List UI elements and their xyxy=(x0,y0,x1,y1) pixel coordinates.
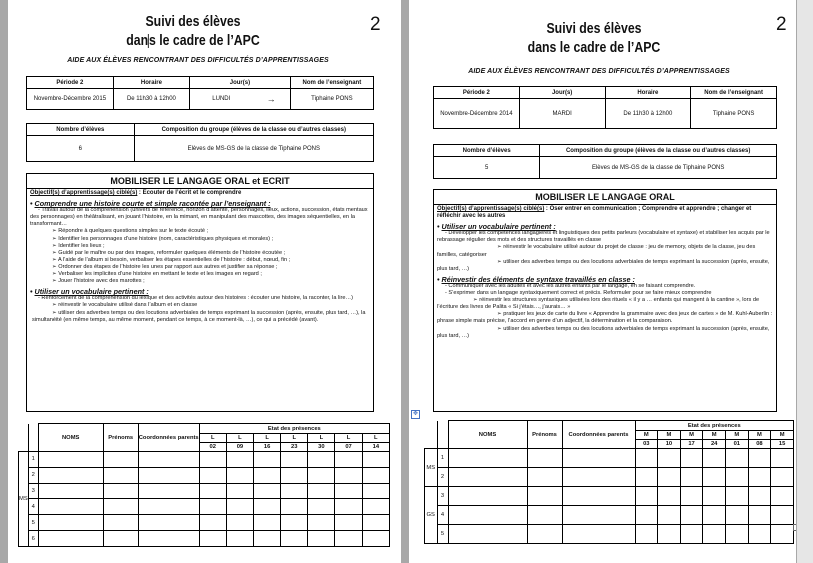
document-page-1 xyxy=(8,0,401,563)
list-item: ➢ utiliser des adverbes temps ou des locutions adverbiales de temps exprimant la succession (après, ensuite, plus tard, …), la simultanéité (en même temps, au même moment, pendant ce temps, à ce moment-là, …), ce qui a précédé (avant). xyxy=(32,309,366,323)
header-horaire: Horaire xyxy=(605,87,691,99)
table-row[interactable] xyxy=(19,452,390,468)
date-label: 07 xyxy=(335,443,362,452)
row-number: 4 xyxy=(28,499,38,515)
table-row[interactable] xyxy=(425,506,794,525)
header-nombre: Nombre d’élèves xyxy=(27,124,135,136)
cell-horaire[interactable]: De 11h30 à 12h00 xyxy=(605,99,691,129)
heading-vocabulaire: • Utiliser un vocabulaire pertinent : xyxy=(437,222,556,232)
header-jours: Jour(s) xyxy=(519,87,605,99)
list-item: ➢ utiliser des adverbes temps ou des locutions adverbiales de temps exprimant la succession (après, ensuite, plus tard, …) xyxy=(437,325,770,339)
presence-header: Etat des présences xyxy=(635,421,794,431)
header-composition: Composition du groupe (élèves de la classe ou d’autres classes) xyxy=(540,145,777,157)
header-nombre: Nombre d’élèves xyxy=(434,145,540,157)
table-move-handle-icon[interactable]: ✥ xyxy=(412,411,419,417)
presence-header: Etat des présences xyxy=(199,424,389,434)
table-row[interactable] xyxy=(19,483,390,499)
row-number: 6 xyxy=(28,531,38,547)
cell-horaire[interactable]: De 11h30 à 12h00 xyxy=(113,89,189,110)
paragraph: - Renforcement de la compréhension du lexique et des activités autour des histoires : écouter une histoire, la raconter, la lire…) xyxy=(38,295,353,302)
day-label: M xyxy=(658,431,681,440)
list-item: ➢ pratiquer les jeux de carte du livre « Apprendre la grammaire avec des jeux de cartes » de M. Kuhl-Auberlin : phrase simple mais précise, l’accord en genre d’un adjectif, la détermination et la comparaison. xyxy=(437,311,773,325)
table-row[interactable] xyxy=(19,531,390,547)
day-label: M xyxy=(680,431,703,440)
list-item: ➢ Identifier les lieux ; xyxy=(52,242,105,249)
col-prenoms: Prénoms xyxy=(527,421,562,449)
content-section xyxy=(26,173,374,412)
list-item: ➢ Identifier les personnages d’une histoire (nom, caractéristiques physiques et morales) ; xyxy=(52,235,274,242)
col-noms: NOMS xyxy=(38,424,103,452)
page-title[interactable] xyxy=(492,19,697,57)
objective-label: Objectif(s) d’apprentissage(s) ciblé(s) xyxy=(30,190,138,196)
header-composition: Composition du groupe (élèves de la classe ou d’autres classes) xyxy=(134,124,373,136)
heading-vocabulaire: • Utiliser un vocabulaire pertinent : xyxy=(30,287,149,297)
group-table xyxy=(433,144,777,179)
day-label: M xyxy=(703,431,726,440)
row-number: 4 xyxy=(437,506,448,525)
date-label: 30 xyxy=(308,443,335,452)
level-label: MS xyxy=(425,449,438,487)
date-label: 03 xyxy=(635,440,658,449)
date-label: 02 xyxy=(199,443,226,452)
cell-nombre[interactable]: 6 xyxy=(27,136,135,162)
day-label: L xyxy=(254,434,281,443)
title-line-1: Suivi des élèves xyxy=(546,20,642,37)
cell-periode[interactable]: Novembre-Décembre 2015 xyxy=(27,89,114,110)
header-periode: Période 2 xyxy=(27,77,114,89)
objective-label: Objectif(s) d’apprentissage(s) ciblé(s) xyxy=(437,206,545,212)
day-label: L xyxy=(281,434,308,443)
cell-composition[interactable]: Elèves de MS-GS de la classe de Tiphaine PONS xyxy=(134,136,373,162)
grid-corner xyxy=(437,421,448,449)
paragraph: - Travail autour de la compréhension (univers de référence, horizon d’attente, personnages, lieux, actions, succession, états mentaux des personnages) en théâtralisant, en jouant l’histoire, en la mimant, en manipulant des mascottes, des images séquentielles, en la transformant… xyxy=(30,207,368,228)
row-number: 3 xyxy=(437,487,448,506)
title-line-2: dans le cadre de l’APC xyxy=(126,32,260,49)
level-label: GS xyxy=(425,487,438,544)
info-table xyxy=(433,86,777,129)
row-number: 2 xyxy=(437,468,448,487)
level-label: MS xyxy=(19,452,29,547)
day-label: L xyxy=(199,434,226,443)
col-prenoms: Prénoms xyxy=(103,424,138,452)
section-body[interactable] xyxy=(434,205,776,341)
date-label: 10 xyxy=(658,440,681,449)
paragraph: - Communiquer avec les adultes et avec les autres enfants par le langage, en se faisant comprendre. xyxy=(445,282,696,289)
title-line-2: dans le cadre de l’APC xyxy=(527,39,661,56)
cell-nombre[interactable]: 5 xyxy=(434,157,540,179)
content-section xyxy=(433,189,777,412)
title-line-1: Suivi des élèves xyxy=(145,13,241,30)
arrow-icon: → xyxy=(253,89,291,110)
list-item: ➢ réinvestir le vocabulaire utilisé autour du projet de classe : jeu de memory, objets de la classe, jeu des familles, catégoriser xyxy=(437,244,756,258)
list-item: ➢ Guidé par le maître ou par des images, reformuler quelques éléments de l’histoire écoutée ; xyxy=(52,249,286,256)
heading-syntaxe: • Réinvestir des éléments de syntaxe travaillés en classe : xyxy=(437,274,635,284)
cell-enseignant[interactable]: Tiphaine PONS xyxy=(691,99,777,129)
table-row[interactable] xyxy=(425,468,794,487)
subtitle: AIDE AUX ÉLÈVES RENCONTRANT DES DIFFICULTÉS D’APPRENTISSAGES xyxy=(468,68,730,75)
date-label: 24 xyxy=(703,440,726,449)
header-periode: Période 2 xyxy=(434,87,520,99)
day-label: M xyxy=(726,431,749,440)
date-label: 14 xyxy=(362,443,389,452)
list-item: ➢ réinvestir le vocabulaire utilisé dans l’album et en classe xyxy=(52,302,198,309)
cell-enseignant[interactable]: Tiphaine PONS xyxy=(290,89,373,110)
cell-jour[interactable]: LUNDI xyxy=(190,89,253,110)
table-row[interactable] xyxy=(425,525,794,544)
cell-jour[interactable]: MARDI xyxy=(519,99,605,129)
day-label: L xyxy=(226,434,253,443)
objective-value: : Oser entrer en communication ; Comprendre et apprendre ; changer et réfléchir avec les autres xyxy=(437,206,752,220)
page-title[interactable] xyxy=(91,12,296,50)
list-item: ➢ Jouer l’histoire avec des marottes ; xyxy=(52,278,145,285)
list-item: ➢ Verbaliser les implicites d’une histoire en mettant le texte et les images en regard ; xyxy=(52,271,262,278)
col-coordonnees: Coordonnées parents xyxy=(562,421,635,449)
table-row[interactable] xyxy=(425,449,794,468)
grid-corner xyxy=(19,424,29,452)
date-label: 15 xyxy=(771,440,794,449)
table-row[interactable] xyxy=(425,487,794,506)
row-number: 1 xyxy=(437,449,448,468)
row-number: 5 xyxy=(28,515,38,531)
list-item: ➢ Ordonner des étapes de l’histoire les unes par rapport aux autres et justifier sa réponse ; xyxy=(52,263,278,270)
col-noms: NOMS xyxy=(448,421,527,449)
row-number: 2 xyxy=(28,467,38,483)
table-row[interactable] xyxy=(19,515,390,531)
list-item: ➢ réinvestir les structures syntaxiques utilisées lors des rituels « il y a … enfants qui mangent à la cantine », lors de l’écriture des livres de Palita « Si j’étais…, j’aurais… » xyxy=(437,297,760,311)
section-body[interactable] xyxy=(27,189,373,325)
grid-corner xyxy=(425,421,438,449)
info-table xyxy=(26,76,374,110)
section-title: MOBILISER LE LANGAGE ORAL xyxy=(434,190,776,205)
attendance-grid xyxy=(18,423,390,547)
day-label: L xyxy=(362,434,389,443)
row-number: 3 xyxy=(28,483,38,499)
header-horaire: Horaire xyxy=(113,77,189,89)
day-label: M xyxy=(771,431,794,440)
table-resize-handle[interactable] xyxy=(793,524,796,531)
vertical-scrollbar[interactable] xyxy=(797,0,813,563)
grid-corner xyxy=(28,424,38,452)
heading-comprendre: • Comprendre une histoire courte et simple racontée par l’enseignant : xyxy=(30,199,271,209)
list-item: ➢ A l’aide de l’album si besoin, verbaliser les étapes essentielles de l’histoire : début, nœud, fin ; xyxy=(52,256,291,263)
attendance-grid xyxy=(424,420,794,544)
header-enseignant: Nom de l’enseignant xyxy=(290,77,373,89)
date-label: 17 xyxy=(680,440,703,449)
date-label: 08 xyxy=(748,440,771,449)
list-item: ➢ utiliser des adverbes temps ou des locutions adverbiales de temps exprimant la succession (après, ensuite, plus tard, …) xyxy=(437,258,770,272)
row-number: 5 xyxy=(437,525,448,544)
table-row[interactable] xyxy=(19,467,390,483)
col-coordonnees: Coordonnées parents xyxy=(138,424,199,452)
document-page-2 xyxy=(409,0,796,563)
header-jours: Jour(s) xyxy=(190,77,291,89)
page-number: 2 xyxy=(776,14,787,35)
row-number: 1 xyxy=(28,452,38,468)
table-row[interactable] xyxy=(19,499,390,515)
paragraph: - Développer les compétences langagières et linguistiques des petits parleurs (vocabulaire et syntaxe) et stabiliser les acquis par le rebrassage régulier des mots et des structures travaillés en classe xyxy=(437,230,770,244)
date-label: 23 xyxy=(281,443,308,452)
section-title: MOBILISER LE LANGAGE ORAL et ECRIT xyxy=(27,174,373,189)
day-label: L xyxy=(335,434,362,443)
date-label: 09 xyxy=(226,443,253,452)
date-label: 16 xyxy=(254,443,281,452)
list-item: ➢ Répondre à quelques questions simples sur le texte écouté ; xyxy=(52,228,209,235)
cell-periode[interactable]: Novembre-Décembre 2014 xyxy=(434,99,520,129)
page-number: 2 xyxy=(370,14,381,35)
objective-value: : Ecouter de l’écrit et le comprendre xyxy=(138,190,242,196)
date-label: 01 xyxy=(726,440,749,449)
day-label: L xyxy=(308,434,335,443)
cell-composition[interactable]: Elèves de MS-GS de la classe de Tiphaine PONS xyxy=(540,157,777,179)
paragraph: - S’exprimer dans un langage syntaxiquement correct et précis. Reformuler pour se faire mieux comprendre xyxy=(445,290,712,297)
day-label: M xyxy=(748,431,771,440)
group-table xyxy=(26,123,374,162)
subtitle: AIDE AUX ÉLÈVES RENCONTRANT DES DIFFICULTÉS D’APPRENTISSAGES xyxy=(67,57,329,64)
header-enseignant: Nom de l’enseignant xyxy=(691,87,777,99)
day-label: M xyxy=(635,431,658,440)
